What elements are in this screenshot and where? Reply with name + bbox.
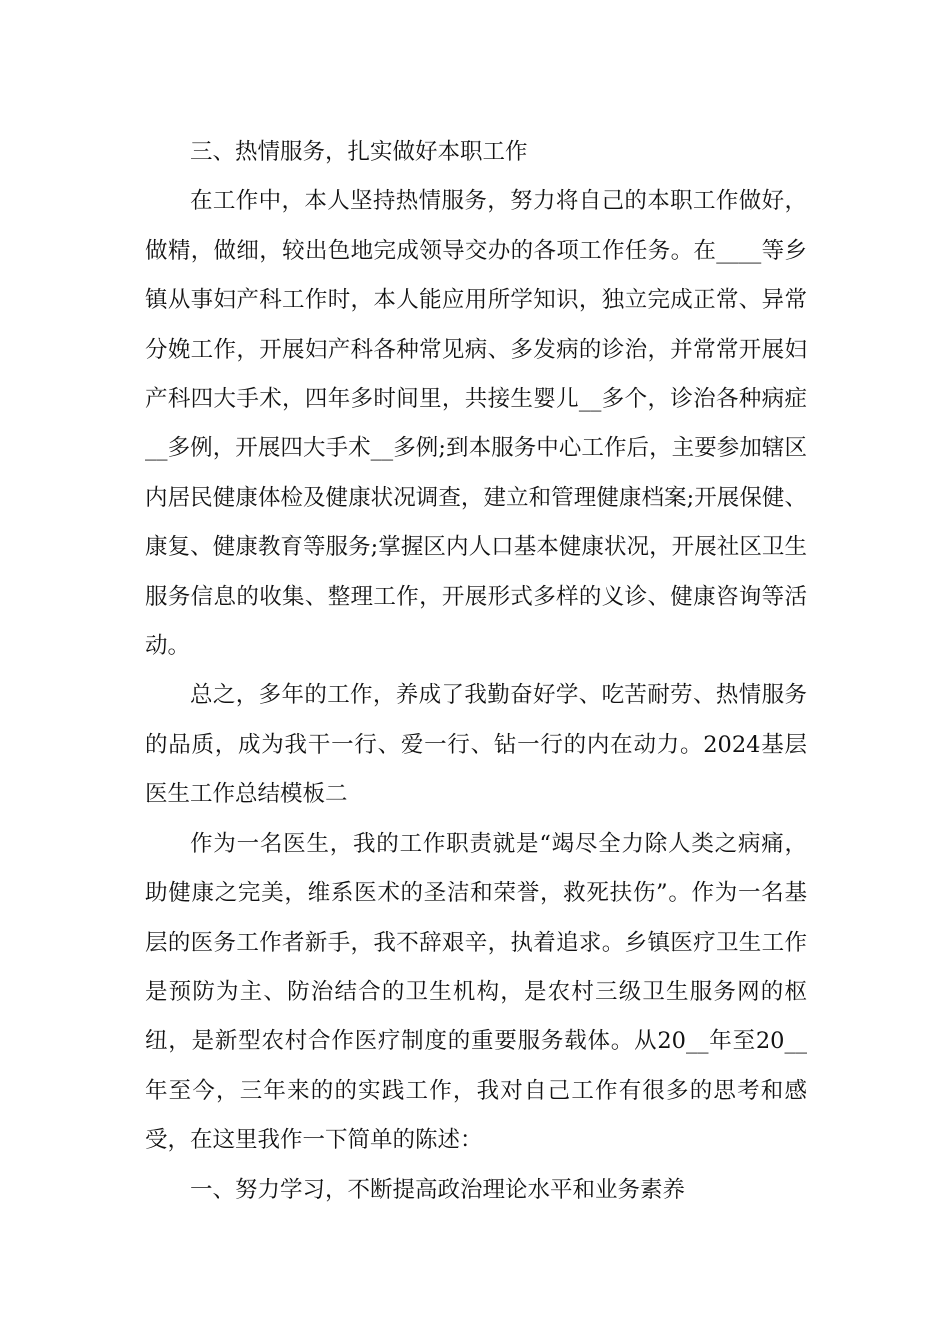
paragraph-summary: 总之，多年的工作，养成了我勤奋好学、吃苦耐劳、热情服务的品质，成为我干一行、爱一行、钻一行的内在动力。2024基层医生工作总结模板二 [145, 682, 807, 808]
paragraph-service-work: 在工作中，本人坚持热情服务，努力将自己的本职工作做好，做精，做细，较出色地完成领导交办的各项工作任务。在____等乡镇从事妇产科工作时，本人能应用所学知识，独立完成正常、异常分娩工作，开展妇产科各种常见病、多发病的诊治，并常常开展妇产科四大手术，四年多时间里，共接生婴儿__多个，诊治各种病症__多例，开展四大手术__多例;到本服务中心工作后，主要参加辖区内居民健康体检及健康状况调查，建立和管理健康档案;开展保健、康复、健康教育等服务;掌握区内人口基本健康状况，开展社区卫生服务信息的收集、整理工作，开展形式多样的义诊、健康咨询等活动。 [145, 188, 807, 660]
paragraph-doctor-duty: 作为一名医生，我的工作职责就是“竭尽全力除人类之病痛，助健康之完美，维系医术的圣洁和荣誉，救死扶伤”。作为一名基层的医务工作者新手，我不辞艰辛，执着追求。乡镇医疗卫生工作是预防为主、防治结合的卫生机构，是农村三级卫生服务网的枢纽，是新型农村合作医疗制度的重要服务载体。从20__年至20__年至今，三年来的的实践工作，我对自己工作有很多的思考和感受，在这里我作一下简单的陈述： [145, 830, 807, 1154]
document-page [145, 128, 807, 1215]
section-heading-study: 一、努力学习，不断提高政治理论水平和业务素养 [190, 1176, 686, 1203]
section-heading-service: 三、热情服务，扎实做好本职工作 [190, 139, 528, 165]
